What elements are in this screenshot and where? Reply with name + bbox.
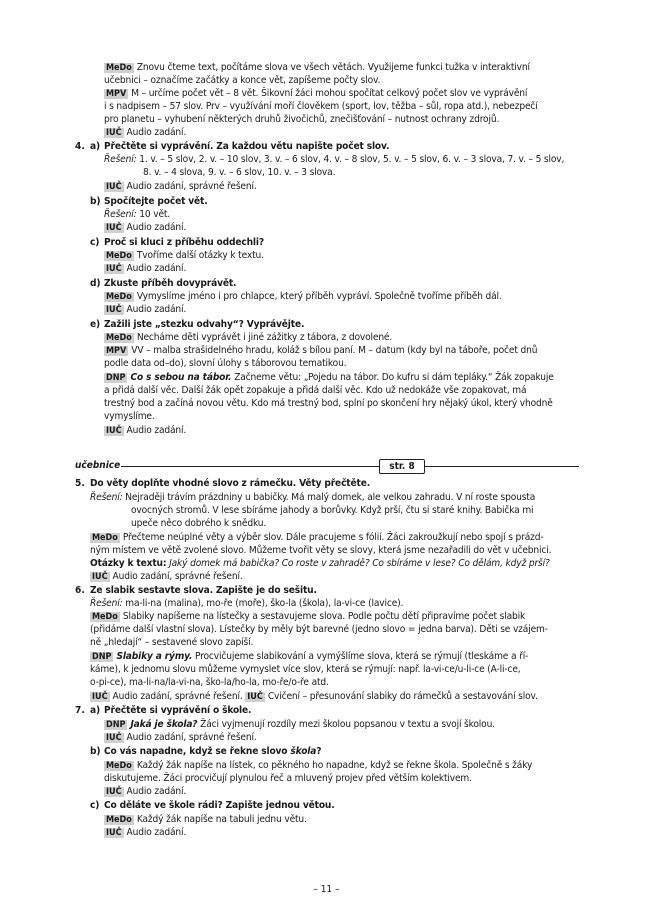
questions-line: Otázky k textu: Jaký domek má babička? Co roste v zahradě? Co sbíráme v lese? Co dělám, když prší?: [90, 558, 550, 569]
dnp-tag: DNP: [92, 652, 112, 662]
dnp-line: DNP Jaká je škola? Žáci vyjmenují rozdíly mezi školou popsanou v textu a svojí školou.: [106, 719, 495, 730]
intro-mpv-line: MPV M – určíme počet vět – 8 vět. Šikovní žáci mohou spočítat celkový počet slov ve vyprávění: [106, 88, 528, 99]
task-number: 7.: [75, 705, 85, 716]
text-line: diskutujeme. Žáci procvičují plynulou řeč a mluvený projev před větším kolektivem.: [104, 773, 472, 784]
task-title: Co děláte ve škole rádi? Zapište jednou větou.: [104, 800, 335, 811]
text-line: a přidá další věc. Další žák opět zopakuje a přidá další věc. Kdo už nedokáže vše zopakovat, má: [104, 385, 527, 396]
task-number: 4.: [75, 141, 85, 152]
task-title: Přečtěte si vyprávění. Za každou větu napište počet slov.: [104, 141, 390, 152]
medo-tag: MeDo: [106, 761, 132, 771]
iuc-line: IUČ Audio zadání.: [106, 827, 187, 838]
text-line: učebnici – označíme začátky a konce vět, zapíšeme počty slov.: [104, 75, 381, 86]
medo-tag: MeDo: [106, 63, 132, 73]
medo-line: MeDo Tvoříme další otázky k textu.: [106, 250, 264, 261]
text-line: podle data od–do), slovní úlohy s táborovou tematikou.: [104, 358, 347, 369]
text-line: upeče něco dobrého k snědku.: [131, 518, 267, 529]
medo-line: MeDo Každý žák napíše na tabuli jednu větu.: [106, 814, 307, 825]
iuc-tag: IUČ: [106, 128, 122, 138]
subtask-letter: b): [90, 196, 101, 207]
medo-tag: MeDo: [92, 533, 118, 543]
text-line: i s nadpisem – 57 slov. Prv – využívání moří člověkem (sport, lov, těžba – sůl, ropa atd.), nebezpečí: [104, 101, 538, 112]
iuc-line: IUČ Audio zadání, správné řešení.: [92, 571, 243, 582]
medo-line: MeDo Každý žák napíše na lístek, co pěkného ho napadne, když se řekne škola. Společně s žáky: [106, 760, 533, 771]
text-line: ně „hledají“ – sestavené slovo zapíší.: [90, 637, 254, 648]
iuc-line: IUČ Audio zadání, správné řešení.: [106, 732, 257, 743]
solution-line: Řešení: Nejraději trávím prázdniny u babičky. Má malý domek, ale velkou zahradu. V ní roste spousta: [90, 492, 536, 503]
text-line: trestný bod a začíná novou větu. Kdo má trestný bod, splní po skončení hry nějaký úkol, který vhodně: [104, 398, 553, 409]
subtask-letter: a): [90, 141, 100, 152]
task-title: Spočítejte počet vět.: [104, 196, 208, 207]
medo-tag: MeDo: [106, 815, 132, 825]
dnp-tag: DNP: [106, 720, 126, 730]
solution-line: Řešení: 1. v. – 5 slov, 2. v. – 10 slov, 3. v. – 6 slov, 4. v. – 8 slov, 5. v. – 5 slov, 6. v. – 3 slova, 7. v. – 5 slov,: [104, 154, 565, 165]
iuc-line: IUČ Audio zadání, správné řešení.: [106, 181, 257, 192]
text-line: vymyslíme.: [104, 411, 155, 422]
page-reference-box: str. 8: [379, 459, 425, 474]
task-title: Zažili jste „stezku odvahy“? Vyprávějte.: [104, 319, 305, 330]
solution-line: Řešení: ma-li-na (malina), mo-ře (moře), ško-la (škola), la-vi-ce (lavice).: [90, 598, 404, 609]
divider-rule: [121, 466, 379, 467]
medo-line: MeDo Přečteme neúplné věty a výběr slov. Dále pracujeme s fólií. Žáci zakroužkují nebo spojí s prázd-: [92, 532, 544, 543]
medo-line: MeDo Vymyslíme jméno i pro chlapce, který příběh vypráví. Společně tvoříme příběh dál.: [106, 291, 502, 302]
task-title: Proč si kluci z příběhu oddechli?: [104, 237, 264, 248]
task-title: Ze slabik sestavte slova. Zapište je do sešitu.: [90, 585, 317, 596]
dnp-tag: DNP: [106, 373, 126, 383]
solution-line: Řešení: 10 vět.: [104, 209, 171, 220]
page-number: – 11 –: [313, 884, 340, 895]
subtask-letter: c): [90, 237, 100, 248]
iuc-line: IUČ Audio zadání.: [106, 786, 187, 797]
medo-tag: MeDo: [92, 612, 118, 622]
divider-label: učebnice: [75, 460, 121, 471]
task-title: Zkuste příběh dovyprávět.: [104, 278, 237, 289]
iuc-tag: IUČ: [92, 692, 108, 702]
text-line: ovocných stromů. V lese sbíráme jahody a borůvky. Když prší, čtu si staré knihy. Babička mi: [131, 505, 534, 516]
subtask-letter: b): [90, 746, 101, 757]
intro-medo-line: MeDo Znovu čteme text, počítáme slova ve všech větách. Využijeme funkci tužka v interaktivní: [106, 62, 530, 73]
subtask-letter: d): [90, 278, 101, 289]
iuc-tag: IUČ: [106, 426, 122, 436]
iuc-line: IUČ Audio zadání, správné řešení. IUČ Cvičení – přesunování slabiky do rámečků a sestavování slov.: [92, 691, 538, 702]
iuc-tag: IUČ: [106, 223, 122, 233]
medo-tag: MeDo: [106, 251, 132, 261]
subtask-letter: e): [90, 319, 101, 330]
text-line: (přidáme další vlastní slova). Lístečky by měly být barevné (jedno slovo = jedna barva). Děti se vzájem-: [90, 624, 548, 635]
task-title: Přečtěte si vyprávění o škole.: [104, 705, 252, 716]
iuc-tag: IUČ: [92, 572, 108, 582]
text-line: pro planetu – vyhubení některých druhů živočichů, znečišťování – nutnost ochrany zdrojů.: [104, 114, 500, 125]
iuc-tag: IUČ: [247, 692, 263, 702]
medo-line: MeDo Slabiky napíšeme na lístečky a sestavujeme slova. Podle počtu dětí připravíme počet slabik: [92, 611, 526, 622]
text-line: 8. v. – 4 slova, 9. v. – 6 slov, 10. v. – 3 slova.: [143, 167, 336, 178]
iuc-tag: IUČ: [106, 787, 122, 797]
text-line: o-pi-ce), ma-li-na/la-vi-na, ško-la/ho-la, mo-ře/o-ře atd.: [90, 677, 329, 688]
iuc-line: IUČ Audio zadání.: [106, 222, 187, 233]
iuc-line: IUČ Audio zadání.: [106, 425, 187, 436]
text-line: káme), k jednomu slovu můžeme vymyslet více slov, která se rýmují: např. la-vi-ce/u-li-ce (A-li-ce,: [90, 664, 521, 675]
dnp-line: DNP Slabiky a rýmy. Procvičujeme slabikování a vymýšlíme slova, která se rýmují (tleskáme a ří-: [92, 651, 529, 662]
medo-tag: MeDo: [106, 333, 132, 343]
task-number: 6.: [75, 585, 85, 596]
iuc-tag: IUČ: [106, 733, 122, 743]
mpv-tag: MPV: [106, 346, 127, 356]
iuc-tag: IUČ: [106, 182, 122, 192]
dnp-line: DNP Co s sebou na tábor. Začneme větu: „Pojedu na tábor. Do kufru si dám tepláky.“ Žák zopakuje: [106, 372, 554, 383]
medo-tag: MeDo: [106, 292, 132, 302]
intro-iuc-line: IUČ Audio zadání.: [106, 127, 187, 138]
iuc-line: IUČ Audio zadání.: [106, 263, 187, 274]
mpv-tag: MPV: [106, 89, 127, 99]
mpv-line: MPV VV – malba strašidelného hradu, koláž s bílou paní. M – datum (kdy byl na táboře, počet dnů: [106, 345, 538, 356]
section-divider: [75, 459, 579, 473]
iuc-tag: IUČ: [106, 828, 122, 838]
task-title: Do věty doplňte vhodné slovo z rámečku. Věty přečtěte.: [90, 478, 371, 489]
iuc-tag: IUČ: [106, 264, 122, 274]
medo-line: MeDo Necháme děti vyprávět i jiné zážitky z tábora, z dovolené.: [106, 332, 393, 343]
subtask-letter: c): [90, 800, 100, 811]
text-line: ným místem ve větě zvolené slovo. Můžeme tvořit věty se slovy, která jsme nezařadili do vět v učebnici.: [90, 545, 552, 556]
divider-rule: [425, 466, 579, 467]
iuc-line: IUČ Audio zadání.: [106, 304, 187, 315]
subtask-letter: a): [90, 705, 100, 716]
task-number: 5.: [75, 478, 85, 489]
iuc-tag: IUČ: [106, 305, 122, 315]
task-title: Co vás napadne, když se řekne slovo škola?: [104, 746, 322, 757]
